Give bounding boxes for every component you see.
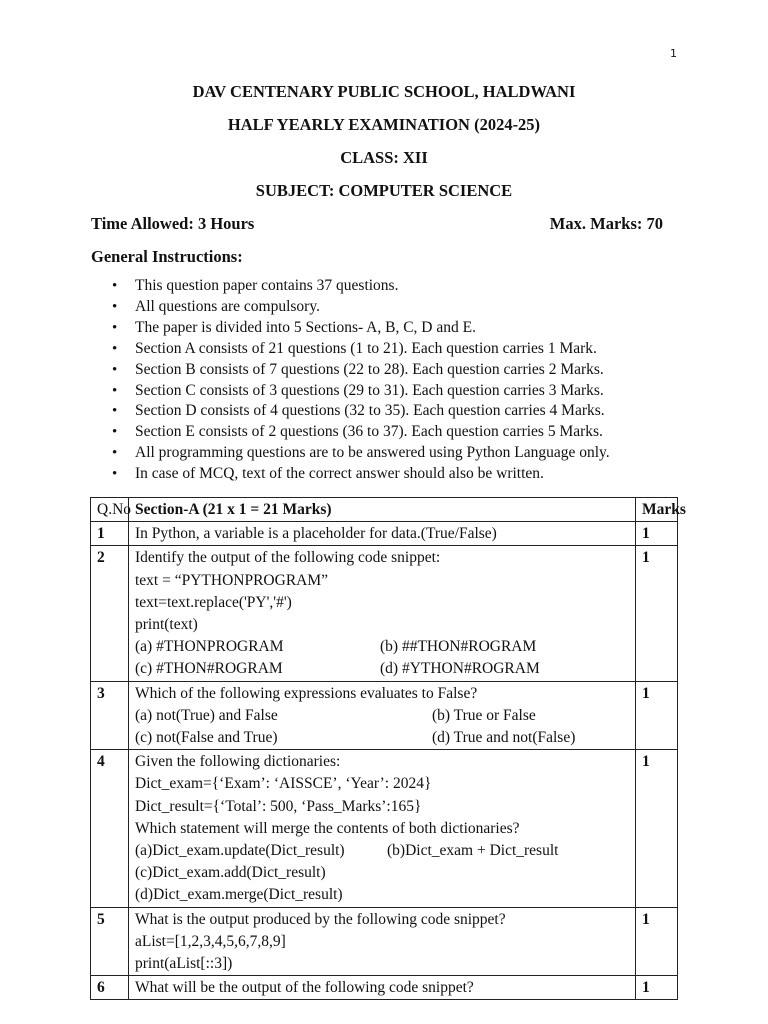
- code-line: text = “PYTHONPROGRAM”: [135, 571, 329, 589]
- general-instructions-title: General Instructions:: [91, 247, 243, 266]
- question-text: [129, 907, 636, 976]
- option-c: (c)Dict_exam.add(Dict_result): [135, 864, 326, 882]
- options-row: [135, 727, 629, 749]
- question-marks: 1: [636, 750, 678, 907]
- option-b: (b) True or False: [432, 706, 536, 724]
- question-text: What will be the output of the following code snippet?: [129, 976, 636, 1000]
- question-line: Identify the output of the following code snippet:: [135, 549, 441, 567]
- question-text: In Python, a variable is a placeholder for data.(True/False): [129, 522, 636, 546]
- table-row: [91, 681, 678, 750]
- code-line: aList=[1,2,3,4,5,6,7,8,9]: [135, 932, 286, 950]
- instruction-item: • Section E consists of 2 questions (36 to 37). Each question carries 5 Marks.: [112, 422, 610, 443]
- option-d: (d)Dict_exam.merge(Dict_result): [135, 886, 343, 904]
- marks-header: Marks: [636, 498, 678, 522]
- question-number: 1: [91, 522, 129, 546]
- code-line: print(aList[::3]): [135, 955, 233, 973]
- table-row: [91, 907, 678, 976]
- option-d: (d) #YTHON#ROGRAM: [380, 660, 540, 678]
- question-marks: 1: [636, 522, 678, 546]
- instruction-item: • Section D consists of 4 questions (32 to 35). Each question carries 4 Marks.: [112, 401, 610, 422]
- question-marks: 1: [636, 976, 678, 1000]
- school-name: DAV CENTENARY PUBLIC SCHOOL, HALDWANI: [192, 82, 576, 101]
- question-table: [90, 497, 686, 1000]
- instruction-item: • Section C consists of 3 questions (29 to 31). Each question carries 3 Marks.: [112, 381, 610, 402]
- table-row: [91, 750, 678, 907]
- option-c: (c) not(False and True): [135, 729, 278, 747]
- option-c: (c) #THON#ROGRAM: [135, 660, 283, 678]
- option-a: (a) not(True) and False: [135, 706, 278, 724]
- table-header-row: [91, 498, 678, 522]
- options-row: [135, 636, 629, 658]
- instruction-item: • The paper is divided into 5 Sections- A, B, C, D and E.: [112, 318, 610, 339]
- max-marks: Max. Marks: 70: [549, 214, 663, 233]
- question-marks: 1: [636, 546, 678, 681]
- question-marks: 1: [636, 681, 678, 750]
- options-row: [135, 658, 629, 680]
- table-row: [91, 546, 678, 681]
- options-row: [135, 840, 629, 862]
- subject-title: SUBJECT: COMPUTER SCIENCE: [255, 181, 513, 200]
- option-d: (d) True and not(False): [432, 729, 576, 747]
- question-line: Which statement will merge the contents of both dictionaries?: [135, 819, 520, 837]
- question-text: [129, 546, 636, 681]
- instruction-item: • This question paper contains 37 questions.: [112, 276, 610, 297]
- question-number: 3: [91, 681, 129, 750]
- question-number: 6: [91, 976, 129, 1000]
- code-line: print(text): [135, 616, 198, 634]
- table-row: [91, 522, 678, 546]
- instruction-item: • All questions are compulsory.: [112, 297, 610, 318]
- code-line: Dict_exam={‘Exam’: ‘AISSCE’, ‘Year’: 2024}: [135, 775, 432, 793]
- exam-title: HALF YEARLY EXAMINATION (2024-25): [227, 115, 541, 134]
- question-line: Which of the following expressions evaluates to False?: [135, 684, 478, 702]
- question-line: What is the output produced by the following code snippet?: [135, 910, 506, 928]
- instruction-item: • Section B consists of 7 questions (22 to 28). Each question carries 2 Marks.: [112, 360, 610, 381]
- question-number: 4: [91, 750, 129, 907]
- page-number: 1: [670, 47, 677, 60]
- qno-header: Q.No: [91, 498, 129, 522]
- option-a: (a) #THONPROGRAM: [135, 638, 284, 656]
- question-number: 5: [91, 907, 129, 976]
- instructions-list: [112, 276, 610, 485]
- instruction-item: • All programming questions are to be answered using Python Language only.: [112, 443, 610, 464]
- question-marks: 1: [636, 907, 678, 976]
- option-b: (b)Dict_exam + Dict_result: [387, 842, 559, 860]
- option-a: (a)Dict_exam.update(Dict_result): [135, 842, 345, 860]
- time-marks-row: [91, 214, 663, 234]
- instruction-item: • Section A consists of 21 questions (1 to 21). Each question carries 1 Mark.: [112, 339, 610, 360]
- instruction-item: • In case of MCQ, text of the correct answer should also be written.: [112, 464, 610, 485]
- section-header: Section-A (21 x 1 = 21 Marks): [129, 498, 636, 522]
- option-b: (b) ##THON#ROGRAM: [380, 638, 537, 656]
- time-allowed: Time Allowed: 3 Hours: [91, 214, 255, 233]
- question-number: 2: [91, 546, 129, 681]
- question-line: Given the following dictionaries:: [135, 753, 341, 771]
- class-title: CLASS: XII: [340, 148, 428, 167]
- question-text: [129, 681, 636, 750]
- question-text: [129, 750, 636, 907]
- code-line: text=text.replace('PY','#'): [135, 593, 292, 611]
- code-line: Dict_result={‘Total’: 500, ‘Pass_Marks’:165}: [135, 797, 422, 815]
- options-row: [135, 705, 629, 727]
- table-row: [91, 976, 678, 1000]
